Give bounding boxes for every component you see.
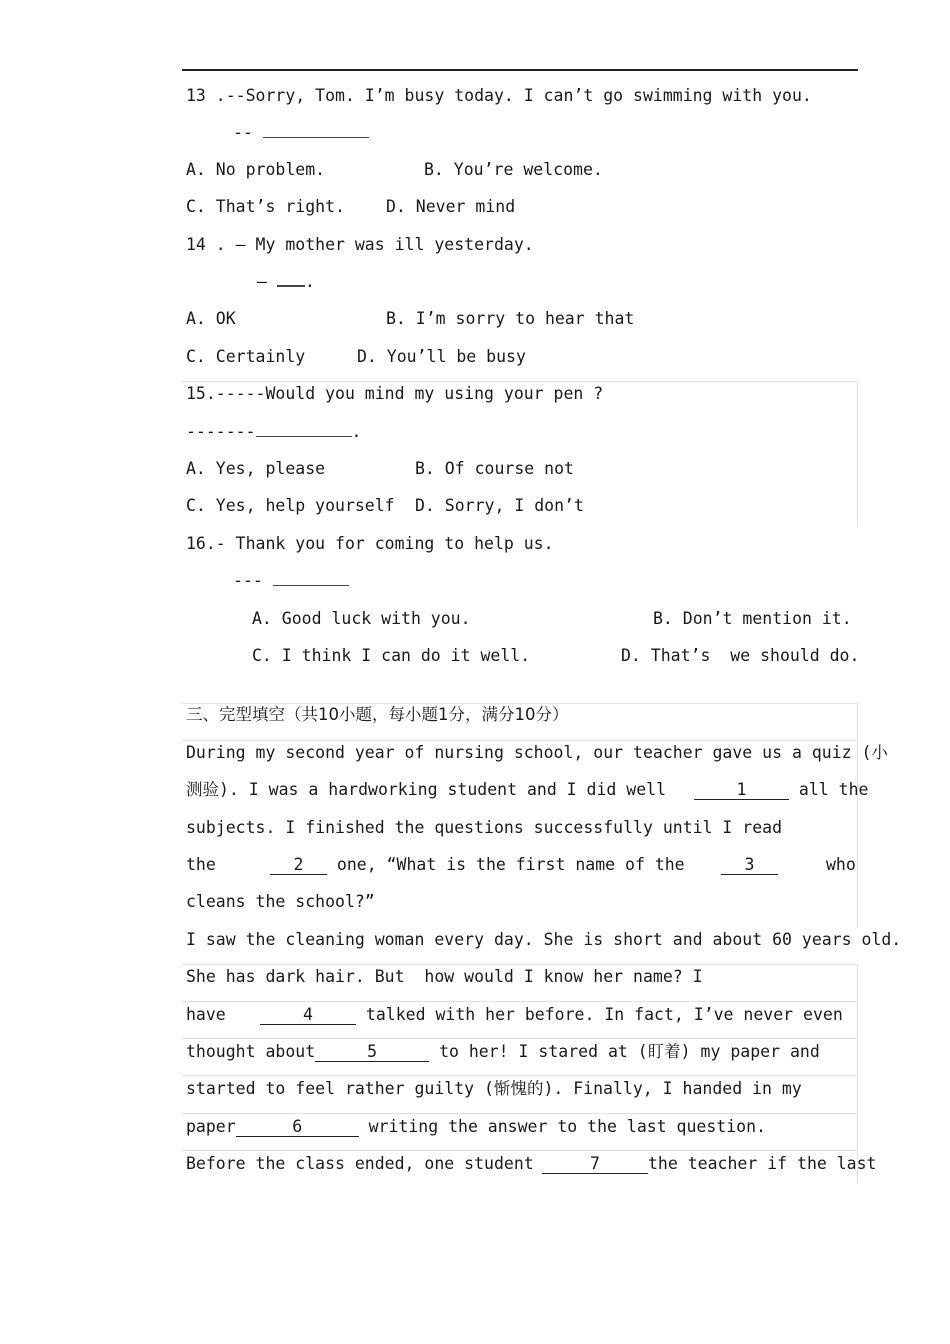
table-rule-vertical bbox=[857, 703, 858, 928]
passage-text: to her! I stared at (盯着) my paper and bbox=[429, 1042, 820, 1061]
passage-line: She has dark hair. But how would I know her name? I bbox=[186, 967, 703, 986]
table-rule bbox=[182, 1113, 858, 1114]
q15-question: 15.-----Would you mind my using your pen ? bbox=[186, 384, 604, 403]
q15-option-b: B. Of course not bbox=[415, 459, 574, 478]
passage-line bbox=[186, 1041, 820, 1063]
table-rule-vertical bbox=[857, 381, 858, 526]
q14-option-a: A. OK bbox=[186, 309, 236, 328]
passage-text: one, “What is the first name of the bbox=[327, 855, 685, 874]
section-heading: 三、完型填空（共10小题，每小题1分，满分10分） bbox=[186, 705, 569, 724]
q16-question: 16.- Thank you for coming to help us. bbox=[186, 534, 554, 553]
passage-line-mid bbox=[270, 854, 685, 876]
q13-question: 13 .--Sorry, Tom. I’m busy today. I can’t go swimming with you. bbox=[186, 86, 812, 105]
q14-option-d: D. You’ll be busy bbox=[357, 347, 526, 366]
blank-2[interactable]: 2 bbox=[270, 855, 327, 875]
passage-text: 测验). I was a hardworking student and I did well bbox=[186, 780, 676, 799]
q14-question: 14 . — My mother was ill yesterday. bbox=[186, 235, 534, 254]
passage-line-mid bbox=[721, 854, 778, 876]
q16-option-d: D. That’s we should do. bbox=[621, 646, 860, 665]
q13-option-d: D. Never mind bbox=[386, 197, 516, 216]
q14-response bbox=[257, 271, 315, 293]
q15-option-d: D. Sorry, I don’t bbox=[415, 496, 584, 515]
q13-answer-blank[interactable] bbox=[263, 125, 369, 138]
q16-option-a: A. Good luck with you. bbox=[252, 609, 471, 628]
table-rule bbox=[182, 740, 858, 741]
q16-response bbox=[233, 570, 349, 592]
passage-text: thought about bbox=[186, 1042, 316, 1061]
q14-option-b: B. I’m sorry to hear that bbox=[386, 309, 635, 328]
q15-option-c: C. Yes, help yourself bbox=[186, 496, 395, 515]
passage-text: the teacher if the last bbox=[648, 1154, 877, 1173]
passage-line: I saw the cleaning woman every day. She is short and about 60 years old. bbox=[186, 930, 902, 949]
passage-text: paper bbox=[186, 1117, 236, 1136]
passage-line-end bbox=[542, 1153, 876, 1175]
q14-response-prefix: — bbox=[257, 272, 277, 291]
passage-line-start: the bbox=[186, 855, 216, 874]
blank-6[interactable]: 6 bbox=[236, 1117, 359, 1137]
blank-4[interactable]: 4 bbox=[260, 1005, 356, 1025]
q16-option-c: C. I think I can do it well. bbox=[252, 646, 531, 665]
q13-option-c: C. That’s right. bbox=[186, 197, 345, 216]
passage-line-start: Before the class ended, one student bbox=[186, 1154, 534, 1173]
passage-text: writing the answer to the last question. bbox=[358, 1117, 766, 1136]
q13-option-a: A. No problem. bbox=[186, 160, 326, 179]
passage-line bbox=[186, 1116, 766, 1138]
table-rule-vertical bbox=[857, 964, 858, 1184]
blank-7[interactable]: 7 bbox=[542, 1154, 648, 1174]
blank-5[interactable]: 5 bbox=[315, 1042, 429, 1062]
blank-1[interactable]: 1 bbox=[694, 780, 789, 800]
passage-line-mid bbox=[260, 1004, 843, 1026]
q13-response-prefix: -- bbox=[233, 123, 263, 142]
q14-answer-blank[interactable] bbox=[277, 273, 305, 287]
table-rule bbox=[182, 381, 858, 382]
passage-line: cleans the school?” bbox=[186, 892, 375, 911]
q14-response-suffix: . bbox=[304, 272, 315, 291]
q15-response-prefix: ------- bbox=[186, 422, 256, 441]
passage-line bbox=[186, 779, 868, 801]
table-rule bbox=[182, 1150, 858, 1151]
q15-response-suffix: . bbox=[351, 422, 362, 441]
q13-response bbox=[233, 122, 369, 144]
q15-option-a: A. Yes, please bbox=[186, 459, 326, 478]
table-rule bbox=[182, 1075, 858, 1076]
q16-answer-blank[interactable] bbox=[273, 573, 349, 586]
passage-line: During my second year of nursing school, our teacher gave us a quiz (小 bbox=[186, 743, 888, 762]
q15-answer-blank[interactable] bbox=[256, 424, 352, 437]
passage-text: all the bbox=[788, 780, 869, 799]
table-rule bbox=[182, 1038, 858, 1039]
table-rule bbox=[182, 1001, 858, 1002]
passage-line-start: have bbox=[186, 1005, 226, 1024]
passage-text: talked with her before. In fact, I’ve never even bbox=[356, 1005, 843, 1024]
passage-line: subjects. I finished the questions successfully until I read bbox=[186, 818, 783, 837]
blank-3[interactable]: 3 bbox=[721, 855, 778, 875]
header-rule bbox=[182, 69, 858, 71]
q16-option-b: B. Don’t mention it. bbox=[653, 609, 852, 628]
table-rule bbox=[182, 964, 858, 965]
q16-response-prefix: --- bbox=[233, 571, 273, 590]
q14-option-c: C. Certainly bbox=[186, 347, 306, 366]
passage-line: started to feel rather guilty (惭愧的). Finally, I handed in my bbox=[186, 1079, 802, 1098]
q13-option-b: B. You’re welcome. bbox=[424, 160, 603, 179]
passage-line-end: who bbox=[826, 855, 856, 874]
q15-response bbox=[186, 421, 361, 443]
